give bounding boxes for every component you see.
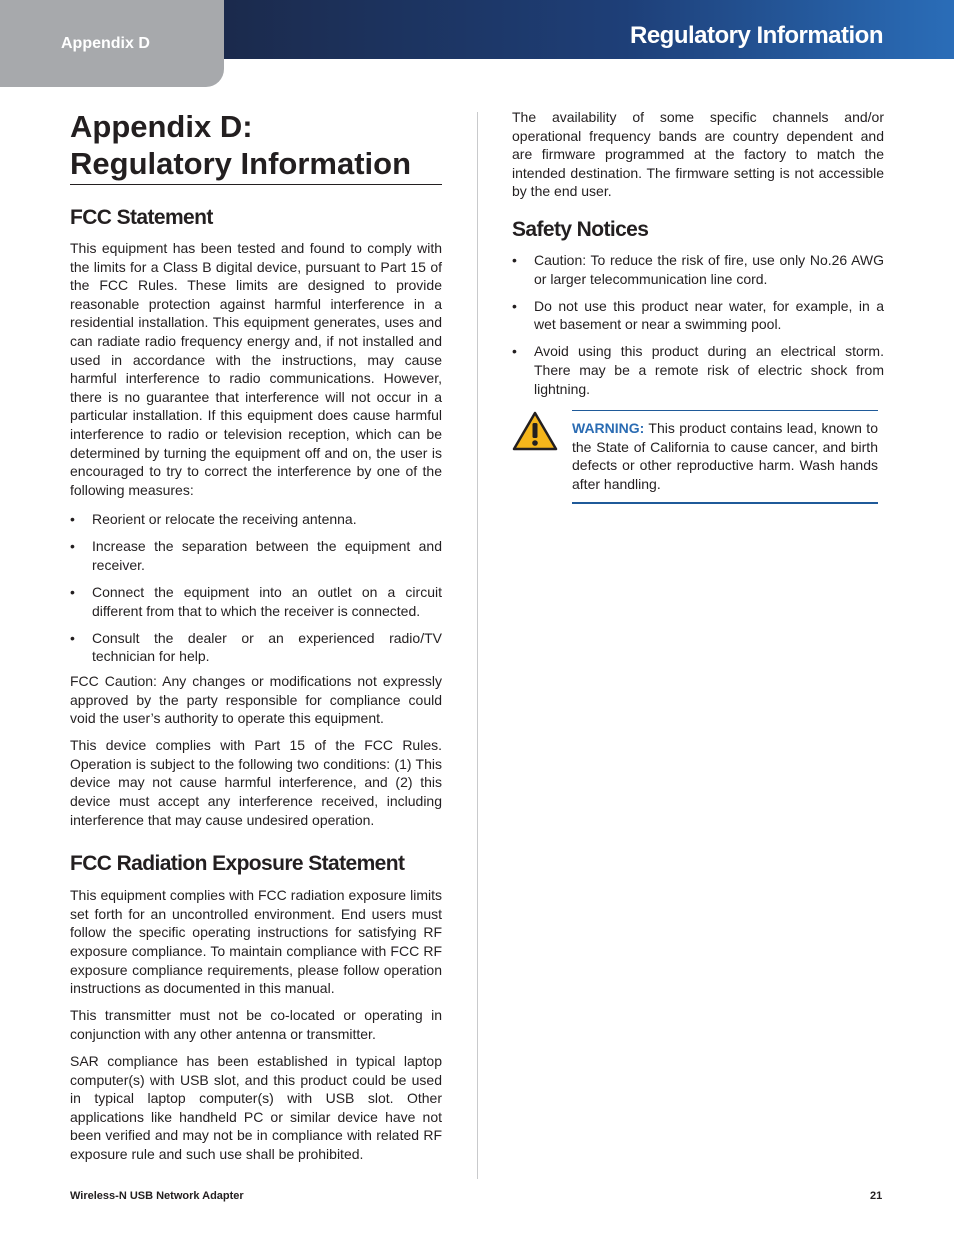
warning-text bbox=[572, 419, 878, 493]
list-item: • Reorient or relocate the receiving antenna. bbox=[70, 510, 442, 529]
warning-box bbox=[572, 410, 878, 503]
appendix-tab bbox=[0, 0, 224, 87]
page-title bbox=[70, 108, 442, 185]
list-item: • Connect the equipment into an outlet on a circuit different from that to which the receiver is connected. bbox=[70, 583, 442, 620]
right-column bbox=[512, 108, 884, 504]
list-item: • Avoid using this product during an electrical storm. There may be a remote risk of electric shock from lightning. bbox=[512, 342, 884, 398]
header-band bbox=[224, 0, 954, 59]
fcc-measures-list bbox=[70, 510, 442, 666]
warning-label: WARNING: bbox=[572, 420, 645, 437]
list-item: • Caution: To reduce the risk of fire, use only No.26 AWG or larger telecommunication line cord. bbox=[512, 251, 884, 288]
list-item: • Consult the dealer or an experienced radio/TV technician for help. bbox=[70, 629, 442, 666]
page-title-line1: Appendix D: bbox=[70, 109, 253, 144]
safety-notices-heading: Safety Notices bbox=[512, 217, 649, 241]
availability-paragraph: The availability of some specific channels and/or operational frequency bands are country dependent and are firmware programmed at the factory to match the intended destination. The firmware setting is not accessible by the end user. bbox=[512, 109, 884, 200]
list-item: • Increase the separation between the equipment and receiver. bbox=[70, 537, 442, 574]
fcc-caution-paragraph: FCC Caution: Any changes or modifications not expressly approved by the party responsible for compliance could void the user’s authority to operate this equipment. bbox=[70, 672, 442, 727]
safety-list bbox=[512, 251, 884, 398]
footer-page-number: 21 bbox=[870, 1190, 883, 1202]
list-item: • Do not use this product near water, for example, in a wet basement or near a swimming pool. bbox=[512, 297, 884, 334]
warning-body: This product contains lead, known to the State of California to cause cancer, and birth defects or other reproductive harm. Wash hands after handling. bbox=[572, 420, 878, 492]
fcc-statement-heading: FCC Statement bbox=[70, 206, 213, 229]
radiation-paragraph-2: This transmitter must not be co-located or operating in conjunction with any other antenna or transmitter. bbox=[70, 1007, 442, 1042]
radiation-heading: FCC Radiation Exposure Statement bbox=[70, 852, 405, 876]
warning-triangle-icon bbox=[512, 411, 558, 451]
radiation-paragraph-1: This equipment complies with FCC radiation exposure limits set forth for an uncontrolled environment. End users must follow the specific operating instructions for satisfying RF exposure compliance. To maintain compliance with FCC RF exposure compliance requirements, please follow operation instructions as documented in this manual. bbox=[70, 887, 442, 997]
section-title: Regulatory Information bbox=[629, 22, 883, 49]
appendix-tab-label: Appendix D bbox=[61, 35, 150, 52]
page-title-line2: Regulatory Information bbox=[70, 146, 412, 181]
column-divider bbox=[477, 112, 478, 1179]
footer-product-name: Wireless-N USB Network Adapter bbox=[70, 1190, 244, 1202]
radiation-paragraph-3: SAR compliance has been established in typical laptop computer(s) with USB slot, and this product could be used in typical laptop computer(s) with USB slot. Other applications like handheld PC or similar device have not been verified and may not be in compliance with related RF exposure rule and such use shall be prohibited. bbox=[70, 1052, 442, 1162]
fcc-intro-paragraph: This equipment has been tested and found to comply with the limits for a Class B digital device, pursuant to Part 15 of the FCC Rules. These limits are designed to provide reasonable protection against harmful interference in a residential installation. This equipment generates, uses and can radiate radio frequency energy and, if not installed and used in accordance with the instructions, may cause harmful interference to radio communications. However, there is no guarantee that interference will not occur in a particular installation. If this equipment does cause harmful interference to radio or television reception, which can be determined by turning the equipment off and on, the user is encouraged to try to correct the interference by one of the following measures: bbox=[70, 240, 442, 498]
left-column bbox=[70, 108, 442, 1164]
fcc-compliance-paragraph: This device complies with Part 15 of the FCC Rules. Operation is subject to the following two conditions: (1) This device may not cause harmful interference, and (2) this device must accept any interference received, including interference that may cause undesired operation. bbox=[70, 737, 442, 828]
